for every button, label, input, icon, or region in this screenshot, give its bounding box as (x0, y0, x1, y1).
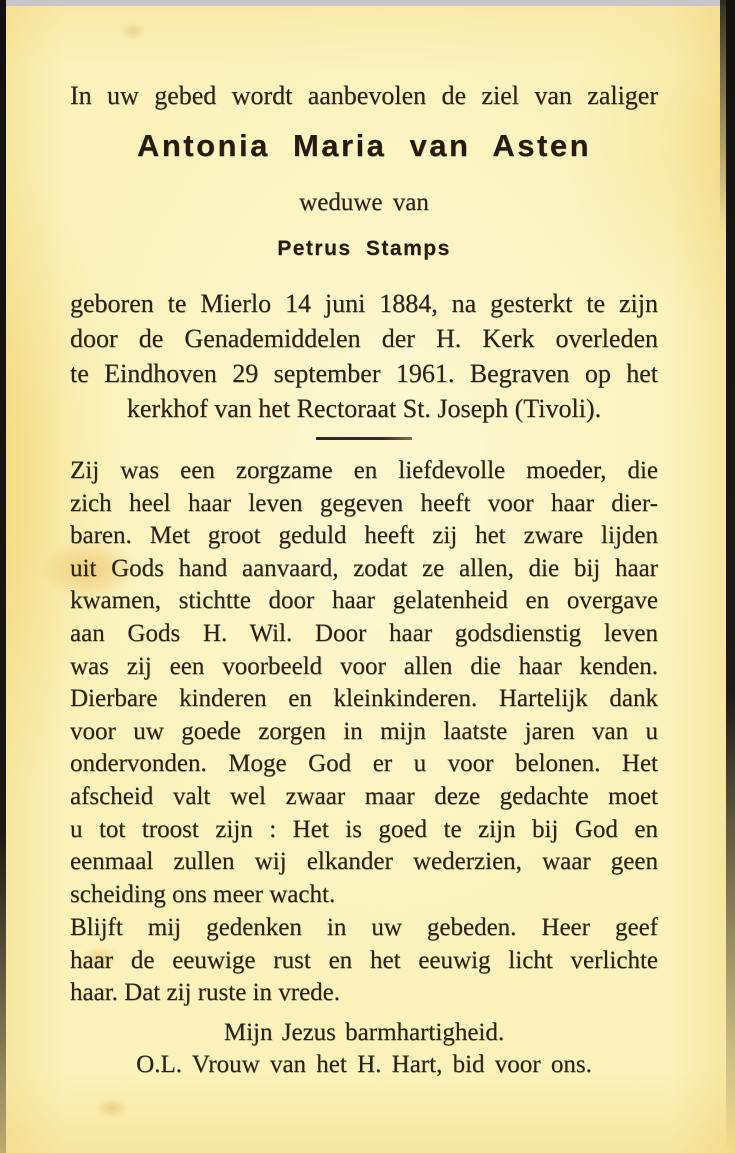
prayer-line: haar de eeuwige rust en het eeuwig licht verlichte (70, 946, 658, 974)
memorial-line: afscheid valt wel zwaar maar deze gedachte moet (70, 782, 658, 810)
memorial-line: zich heel haar leven gegeven heeft voor haar dier- (70, 489, 658, 517)
memorial-paragraph (70, 455, 658, 911)
scan-edge-top (0, 0, 735, 6)
vital-line: door de Genademiddelen der H. Kerk overleden (70, 324, 658, 353)
memorial-line: ondervonden. Moge God er u voor belonen. Het (70, 750, 658, 778)
intro-line: In uw gebed wordt aanbevolen de ziel van zaliger (70, 81, 658, 110)
prayer-request-paragraph (70, 912, 658, 1010)
memorial-line: Zij was een zorgzame en liefdevolle moeder, die (70, 457, 658, 484)
scan-edge-left (0, 0, 6, 1153)
closing-prayer: O.L. Vrouw van het H. Hart, bid voor ons. (136, 1051, 592, 1078)
scan-edge-right (726, 0, 735, 1153)
memorial-line: u tot troost zijn : Het is goed te zijn bij God en (70, 815, 658, 843)
memorial-line: eenmaal zullen wij elkander wederzien, waar geen (70, 848, 658, 876)
closing-invocation: Mijn Jezus barmhartigheid. (223, 1019, 505, 1046)
vital-line: te Eindhoven 29 september 1961. Begraven op het (70, 359, 658, 388)
section-divider (316, 437, 412, 440)
relation-label: weduwe van (299, 189, 429, 216)
memorial-line: was zij een voorbeeld voor allen die haar kenden. (70, 652, 658, 680)
prayer-line: haar. Dat zij ruste in vrede. (70, 979, 341, 1007)
vital-record-paragraph (70, 286, 658, 426)
memorial-line: aan Gods H. Wil. Door haar godsdienstig leven (70, 619, 658, 647)
scan-edge-corner (720, 0, 735, 230)
memorial-line: Dierbare kinderen en kleinkinderen. Hartelijk dank (70, 685, 658, 713)
vital-line: geboren te Mierlo 14 juni 1884, na gesterkt te zijn (70, 289, 658, 318)
memorial-line: kwamen, stichtte door haar gelatenheid en overgave (70, 587, 658, 615)
vital-line: kerkhof van het Rectoraat St. Joseph (Tivoli). (126, 394, 602, 423)
memorial-line: baren. Met groot geduld heeft zij het zware lijden (70, 522, 658, 550)
memorial-line: uit Gods hand aanvaard, zodat ze allen, die bij haar (70, 554, 658, 582)
deceased-name: Antonia Maria van Asten (136, 128, 592, 163)
spouse-name: Petrus Stamps (277, 237, 451, 260)
prayer-line: Blijft mij gedenken in uw gebeden. Heer geef (70, 914, 658, 941)
memorial-line: scheiding ons meer wacht. (70, 880, 336, 908)
memorial-line: voor uw goede zorgen in mijn laatste jaren van u (70, 717, 658, 745)
